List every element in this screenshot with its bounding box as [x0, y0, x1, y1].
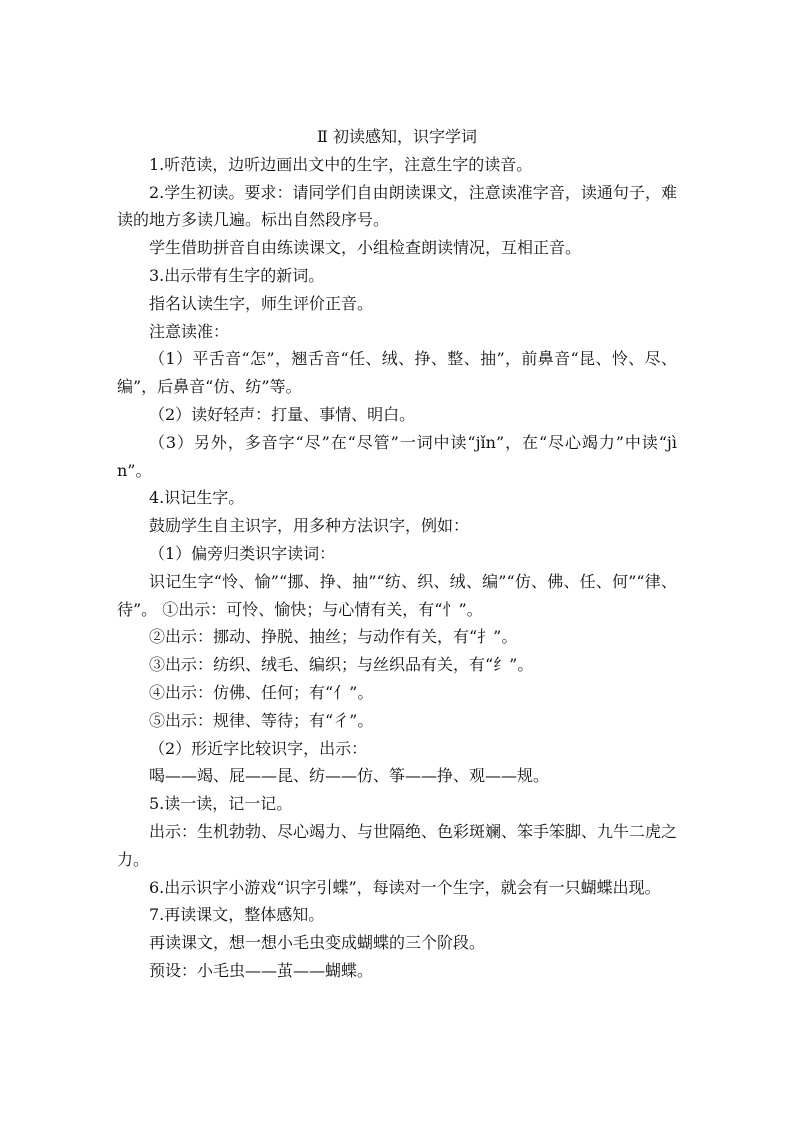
paragraph-15: ③出示：纺织、绒毛、编织；与丝织品有关，有“纟”。 — [149, 655, 534, 675]
paragraph-4: 3.出示带有生字的新词。 — [149, 265, 325, 285]
paragraph-16: ④出示：仿佛、任何；有“亻”。 — [149, 682, 374, 702]
paragraph-18: （2）形近字比较识字，出示： — [149, 738, 368, 758]
paragraph-25: 预设：小毛虫——茧——蝴蝶。 — [149, 960, 374, 980]
paragraph-3: 学生借助拼音自由练读课文，小组检查朗读情况，互相正音。 — [149, 238, 582, 258]
paragraph-2: 2.学生初读。要求：请同学们自由朗读课文，注意读准字音，读通句子，难读的地方多读几遍。标出自然段序号。 — [117, 182, 677, 230]
paragraph-7: （1）平舌音“怎”，翘舌音“任、绒、挣、整、抽”，前鼻音“昆、怜、尽、编”，后鼻音“仿、纺”等。 — [117, 349, 677, 397]
section-title: Ⅱ 初读感知，识字学词 — [317, 127, 477, 146]
paragraph-13: 识记生字“怜、愉”“挪、挣、抽”“纺、织、绒、编”“仿、佛、任、何”“律、待”。 ①出示：可怜、愉快；与心情有关，有“忄”。 — [117, 571, 677, 619]
paragraph-12: （1）偏旁归类识字读词： — [149, 543, 336, 563]
paragraph-11: 鼓励学生自主识字，用多种方法识字，例如： — [149, 516, 470, 536]
paragraph-8: （2）读好轻声：打量、事情、明白。 — [149, 404, 416, 424]
paragraph-19: 喝——竭、屁——昆、纺——仿、筝——挣、观——规。 — [149, 766, 550, 786]
paragraph-23: 7.再读课文，整体感知。 — [149, 905, 325, 925]
paragraph-17: ⑤出示：规律、等待；有“彳”。 — [149, 710, 374, 730]
document-body — [117, 123, 677, 985]
paragraph-24: 再读课文，想一想小毛虫变成蝴蝶的三个阶段。 — [149, 933, 486, 953]
paragraph-21: 出示：生机勃勃、尽心竭力、与世隔绝、色彩斑斓、笨手笨脚、九牛二虎之力。 — [117, 821, 678, 869]
paragraph-22: 6.出示识字小游戏“识字引蝶”，每读对一个生字，就会有一只蝴蝶出现。 — [149, 877, 661, 897]
paragraph-1: 1.听范读，边听边画出文中的生字，注意生字的读音。 — [149, 154, 533, 174]
paragraph-5: 指名认读生字，师生评价正音。 — [149, 293, 374, 313]
paragraph-9: （3）另外，多音字“尽”在“尽管”一词中读“jǐn”，在“尽心竭力”中读“jìn”。 — [117, 432, 677, 480]
paragraph-20: 5.读一读，记一记。 — [149, 794, 293, 814]
paragraph-10: 4.识记生字。 — [149, 488, 245, 508]
paragraph-6: 注意读准： — [149, 321, 230, 341]
paragraph-14: ②出示：挪动、挣脱、抽丝；与动作有关，有“扌”。 — [149, 627, 518, 647]
